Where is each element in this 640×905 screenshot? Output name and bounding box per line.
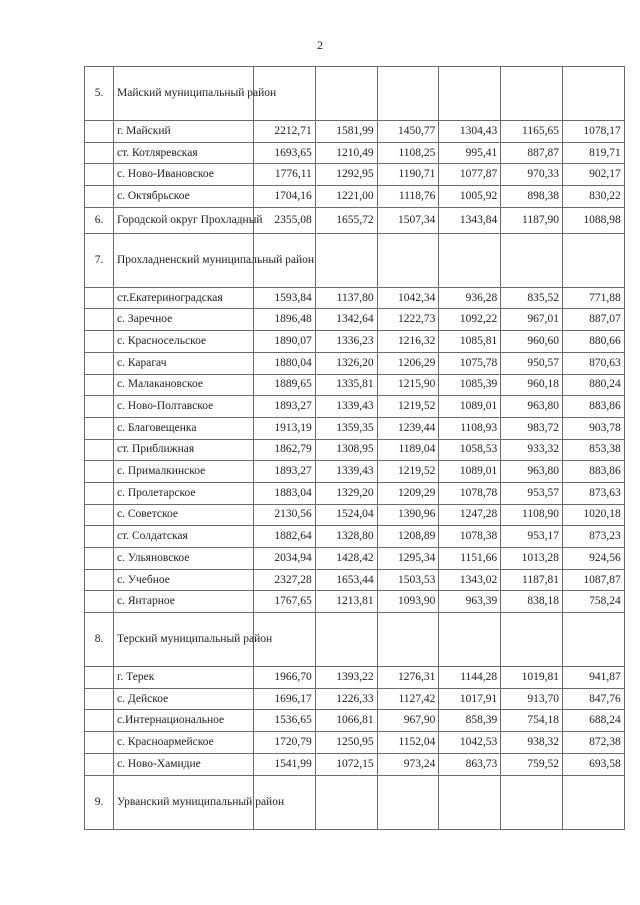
- settlement-name-cell: с.Интернациональное: [114, 710, 254, 732]
- value-cell: 847,76: [562, 688, 624, 710]
- value-cell: 1187,90: [501, 207, 563, 233]
- value-cell: 1165,65: [501, 121, 563, 143]
- table-row: [85, 352, 625, 374]
- value-cell: 1127,42: [377, 688, 439, 710]
- value-cell: 880,66: [562, 331, 624, 353]
- row-number-cell: [85, 417, 114, 439]
- value-cell: 1152,04: [377, 732, 439, 754]
- value-cell: [377, 775, 439, 829]
- table-row: [85, 688, 625, 710]
- settlement-name-cell: с. Красноармейское: [114, 732, 254, 754]
- value-cell: 1219,52: [377, 396, 439, 418]
- value-cell: 1213,81: [315, 591, 377, 613]
- value-cell: 983,72: [501, 417, 563, 439]
- value-cell: 1896,48: [254, 309, 316, 331]
- value-cell: 1536,65: [254, 710, 316, 732]
- value-cell: 963,80: [501, 461, 563, 483]
- table-row: [85, 233, 625, 287]
- value-cell: 1693,65: [254, 142, 316, 164]
- table-row: [85, 482, 625, 504]
- value-cell: 1093,90: [377, 591, 439, 613]
- value-cell: 853,38: [562, 439, 624, 461]
- table-row: [85, 331, 625, 353]
- value-cell: 1450,77: [377, 121, 439, 143]
- value-cell: 1507,34: [377, 207, 439, 233]
- value-cell: [562, 775, 624, 829]
- value-cell: [501, 67, 563, 121]
- value-cell: 1019,81: [501, 667, 563, 689]
- value-cell: 967,90: [377, 710, 439, 732]
- value-cell: 1913,19: [254, 417, 316, 439]
- settlement-name-cell: ст. Котляревская: [114, 142, 254, 164]
- value-cell: 887,07: [562, 309, 624, 331]
- value-cell: 1889,65: [254, 374, 316, 396]
- row-number-cell: [85, 439, 114, 461]
- table-row: [85, 67, 625, 121]
- row-number-cell: [85, 732, 114, 754]
- value-cell: 1503,53: [377, 569, 439, 591]
- table-row: [85, 667, 625, 689]
- value-cell: [439, 775, 501, 829]
- value-cell: 963,80: [501, 396, 563, 418]
- value-cell: 1092,22: [439, 309, 501, 331]
- value-cell: 1210,49: [315, 142, 377, 164]
- table-row: [85, 613, 625, 667]
- value-cell: 1342,64: [315, 309, 377, 331]
- value-cell: 1882,64: [254, 526, 316, 548]
- settlement-name-cell: с. Октябрьское: [114, 186, 254, 208]
- value-cell: 970,33: [501, 164, 563, 186]
- row-number-cell: [85, 461, 114, 483]
- value-cell: 1108,25: [377, 142, 439, 164]
- value-cell: 1893,27: [254, 461, 316, 483]
- value-cell: 1190,71: [377, 164, 439, 186]
- value-cell: 1085,81: [439, 331, 501, 353]
- settlement-name-cell: с. Ульяновское: [114, 548, 254, 570]
- row-number-cell: 5.: [85, 67, 114, 121]
- value-cell: 887,87: [501, 142, 563, 164]
- value-cell: 1966,70: [254, 667, 316, 689]
- value-cell: 872,38: [562, 732, 624, 754]
- value-cell: 1524,04: [315, 504, 377, 526]
- value-cell: 1087,87: [562, 569, 624, 591]
- value-cell: 1880,04: [254, 352, 316, 374]
- value-cell: [501, 613, 563, 667]
- value-cell: 898,38: [501, 186, 563, 208]
- value-cell: [439, 67, 501, 121]
- value-cell: 1187,81: [501, 569, 563, 591]
- settlement-name-cell: г. Майский: [114, 121, 254, 143]
- row-number-cell: [85, 287, 114, 309]
- value-cell: 1221,00: [315, 186, 377, 208]
- value-cell: 936,28: [439, 287, 501, 309]
- value-cell: 2130,56: [254, 504, 316, 526]
- value-cell: 913,70: [501, 688, 563, 710]
- value-cell: 1883,04: [254, 482, 316, 504]
- value-cell: 1890,07: [254, 331, 316, 353]
- value-cell: 1226,33: [315, 688, 377, 710]
- table-row: [85, 164, 625, 186]
- value-cell: 1085,39: [439, 374, 501, 396]
- value-cell: 1075,78: [439, 352, 501, 374]
- value-cell: 1704,16: [254, 186, 316, 208]
- settlement-name-cell: с. Советское: [114, 504, 254, 526]
- table-row: [85, 142, 625, 164]
- row-number-cell: [85, 569, 114, 591]
- row-number-cell: [85, 591, 114, 613]
- value-cell: 1655,72: [315, 207, 377, 233]
- value-cell: 938,32: [501, 732, 563, 754]
- value-cell: [377, 67, 439, 121]
- settlement-name-cell: с. Пролетарское: [114, 482, 254, 504]
- value-cell: 903,78: [562, 417, 624, 439]
- table-row: [85, 591, 625, 613]
- value-cell: 1696,17: [254, 688, 316, 710]
- settlement-name-cell: с. Прималкинское: [114, 461, 254, 483]
- value-cell: 1042,34: [377, 287, 439, 309]
- settlement-name-cell: Урванский муниципальный район: [114, 775, 254, 829]
- value-cell: 2327,28: [254, 569, 316, 591]
- value-cell: 1216,32: [377, 331, 439, 353]
- value-cell: 1208,89: [377, 526, 439, 548]
- table-row: [85, 775, 625, 829]
- row-number-cell: 8.: [85, 613, 114, 667]
- value-cell: 883,86: [562, 396, 624, 418]
- row-number-cell: [85, 374, 114, 396]
- value-cell: 1326,20: [315, 352, 377, 374]
- settlement-name-cell: с. Ново-Полтавское: [114, 396, 254, 418]
- settlement-name-cell: ст. Солдатская: [114, 526, 254, 548]
- value-cell: 1336,23: [315, 331, 377, 353]
- table-row: [85, 710, 625, 732]
- settlement-name-cell: г. Терек: [114, 667, 254, 689]
- row-number-cell: [85, 688, 114, 710]
- value-cell: 1335,81: [315, 374, 377, 396]
- settlement-name-cell: с. Карагач: [114, 352, 254, 374]
- table-row: [85, 439, 625, 461]
- value-cell: 953,17: [501, 526, 563, 548]
- table-row: [85, 732, 625, 754]
- value-cell: 1151,66: [439, 548, 501, 570]
- settlement-name-cell: с. Заречное: [114, 309, 254, 331]
- settlement-name-cell: с. Ново-Ивановское: [114, 164, 254, 186]
- value-cell: 1078,78: [439, 482, 501, 504]
- value-cell: 1118,76: [377, 186, 439, 208]
- value-cell: 863,73: [439, 753, 501, 775]
- row-number-cell: [85, 504, 114, 526]
- value-cell: 858,39: [439, 710, 501, 732]
- value-cell: [501, 775, 563, 829]
- table-row: [85, 569, 625, 591]
- value-cell: 1137,80: [315, 287, 377, 309]
- value-cell: [562, 613, 624, 667]
- row-number-cell: 6.: [85, 207, 114, 233]
- value-cell: 1189,04: [377, 439, 439, 461]
- value-cell: 924,56: [562, 548, 624, 570]
- row-number-cell: 7.: [85, 233, 114, 287]
- value-cell: 941,87: [562, 667, 624, 689]
- value-cell: 2212,71: [254, 121, 316, 143]
- value-cell: [377, 233, 439, 287]
- row-number-cell: [85, 352, 114, 374]
- settlement-name-cell: с. Малакановское: [114, 374, 254, 396]
- table-row: [85, 186, 625, 208]
- value-cell: 819,71: [562, 142, 624, 164]
- value-cell: 1013,28: [501, 548, 563, 570]
- value-cell: 1581,99: [315, 121, 377, 143]
- value-cell: 1247,28: [439, 504, 501, 526]
- value-cell: 960,60: [501, 331, 563, 353]
- value-cell: [501, 233, 563, 287]
- value-cell: 1343,84: [439, 207, 501, 233]
- value-cell: 1108,90: [501, 504, 563, 526]
- value-cell: 2355,08: [254, 207, 316, 233]
- value-cell: 771,88: [562, 287, 624, 309]
- table-row: [85, 461, 625, 483]
- value-cell: 1339,43: [315, 461, 377, 483]
- value-cell: 1215,90: [377, 374, 439, 396]
- value-cell: 1653,44: [315, 569, 377, 591]
- row-number-cell: [85, 710, 114, 732]
- row-number-cell: [85, 142, 114, 164]
- table-row: [85, 396, 625, 418]
- value-cell: 1088,98: [562, 207, 624, 233]
- value-cell: 1776,11: [254, 164, 316, 186]
- settlement-name-cell: ст.Екатериноградская: [114, 287, 254, 309]
- value-cell: 1292,95: [315, 164, 377, 186]
- table-row: [85, 309, 625, 331]
- value-cell: 1276,31: [377, 667, 439, 689]
- row-number-cell: [85, 164, 114, 186]
- table-row: [85, 121, 625, 143]
- value-cell: 1593,84: [254, 287, 316, 309]
- value-cell: 838,18: [501, 591, 563, 613]
- row-number-cell: [85, 396, 114, 418]
- table-row: [85, 417, 625, 439]
- table-row: [85, 548, 625, 570]
- value-cell: 1058,53: [439, 439, 501, 461]
- value-cell: 759,52: [501, 753, 563, 775]
- value-cell: 758,24: [562, 591, 624, 613]
- value-cell: 1720,79: [254, 732, 316, 754]
- value-cell: 1078,38: [439, 526, 501, 548]
- value-cell: 973,24: [377, 753, 439, 775]
- row-number-cell: 9.: [85, 775, 114, 829]
- settlement-name-cell: с. Ново-Хамидие: [114, 753, 254, 775]
- value-cell: 688,24: [562, 710, 624, 732]
- row-number-cell: [85, 548, 114, 570]
- value-cell: 1206,29: [377, 352, 439, 374]
- value-cell: [315, 67, 377, 121]
- value-cell: [562, 67, 624, 121]
- row-number-cell: [85, 186, 114, 208]
- table-row: [85, 374, 625, 396]
- value-cell: 1390,96: [377, 504, 439, 526]
- settlement-name-cell: Прохладненский муниципальный район: [114, 233, 254, 287]
- row-number-cell: [85, 482, 114, 504]
- value-cell: 967,01: [501, 309, 563, 331]
- value-cell: 1862,79: [254, 439, 316, 461]
- row-number-cell: [85, 526, 114, 548]
- value-cell: 1144,28: [439, 667, 501, 689]
- table-row: [85, 207, 625, 233]
- value-cell: 1108,93: [439, 417, 501, 439]
- row-number-cell: [85, 667, 114, 689]
- value-cell: 1089,01: [439, 461, 501, 483]
- value-cell: 873,23: [562, 526, 624, 548]
- value-cell: 1078,17: [562, 121, 624, 143]
- value-cell: 1005,92: [439, 186, 501, 208]
- table-row: [85, 504, 625, 526]
- value-cell: 693,58: [562, 753, 624, 775]
- value-cell: 1329,20: [315, 482, 377, 504]
- value-cell: 1339,43: [315, 396, 377, 418]
- value-cell: 950,57: [501, 352, 563, 374]
- value-cell: 995,41: [439, 142, 501, 164]
- value-cell: 1359,35: [315, 417, 377, 439]
- settlement-name-cell: с. Учебное: [114, 569, 254, 591]
- value-cell: 1250,95: [315, 732, 377, 754]
- value-cell: 1222,73: [377, 309, 439, 331]
- value-cell: 960,18: [501, 374, 563, 396]
- row-number-cell: [85, 331, 114, 353]
- value-cell: 1077,87: [439, 164, 501, 186]
- settlement-name-cell: Городской округ Прохладный: [114, 207, 254, 233]
- value-cell: [562, 233, 624, 287]
- table-row: [85, 526, 625, 548]
- value-cell: 1042,53: [439, 732, 501, 754]
- table-row: [85, 287, 625, 309]
- value-cell: 953,57: [501, 482, 563, 504]
- value-cell: 1304,43: [439, 121, 501, 143]
- value-cell: [315, 233, 377, 287]
- value-cell: 835,52: [501, 287, 563, 309]
- value-cell: [377, 613, 439, 667]
- value-cell: 1893,27: [254, 396, 316, 418]
- value-cell: 883,86: [562, 461, 624, 483]
- table-row: [85, 753, 625, 775]
- value-cell: 1209,29: [377, 482, 439, 504]
- value-cell: 1328,80: [315, 526, 377, 548]
- value-cell: [439, 613, 501, 667]
- value-cell: 1017,91: [439, 688, 501, 710]
- settlement-name-cell: Майский муниципальный район: [114, 67, 254, 121]
- settlement-name-cell: с. Красносельское: [114, 331, 254, 353]
- settlement-name-cell: с. Благовещенка: [114, 417, 254, 439]
- value-cell: 1219,52: [377, 461, 439, 483]
- value-cell: 880,24: [562, 374, 624, 396]
- settlement-name-cell: с. Янтарное: [114, 591, 254, 613]
- value-cell: 870,63: [562, 352, 624, 374]
- row-number-cell: [85, 753, 114, 775]
- value-cell: 754,18: [501, 710, 563, 732]
- value-cell: 1072,15: [315, 753, 377, 775]
- value-cell: 1308,95: [315, 439, 377, 461]
- value-cell: 1295,34: [377, 548, 439, 570]
- table-body: [85, 67, 625, 830]
- tariff-table: [84, 66, 625, 830]
- value-cell: 1393,22: [315, 667, 377, 689]
- value-cell: [315, 613, 377, 667]
- value-cell: 830,22: [562, 186, 624, 208]
- value-cell: 1541,99: [254, 753, 316, 775]
- value-cell: 1239,44: [377, 417, 439, 439]
- value-cell: 1343,02: [439, 569, 501, 591]
- value-cell: 1767,65: [254, 591, 316, 613]
- row-number-cell: [85, 309, 114, 331]
- settlement-name-cell: Терский муниципальный район: [114, 613, 254, 667]
- value-cell: 2034,94: [254, 548, 316, 570]
- value-cell: 1428,42: [315, 548, 377, 570]
- value-cell: 933,32: [501, 439, 563, 461]
- settlement-name-cell: ст. Приближная: [114, 439, 254, 461]
- settlement-name-cell: с. Дейское: [114, 688, 254, 710]
- value-cell: 902,17: [562, 164, 624, 186]
- value-cell: [439, 233, 501, 287]
- page-number: 2: [317, 38, 323, 52]
- value-cell: 1020,18: [562, 504, 624, 526]
- value-cell: 1066,81: [315, 710, 377, 732]
- value-cell: [315, 775, 377, 829]
- value-cell: 963,39: [439, 591, 501, 613]
- row-number-cell: [85, 121, 114, 143]
- value-cell: 1089,01: [439, 396, 501, 418]
- value-cell: 873,63: [562, 482, 624, 504]
